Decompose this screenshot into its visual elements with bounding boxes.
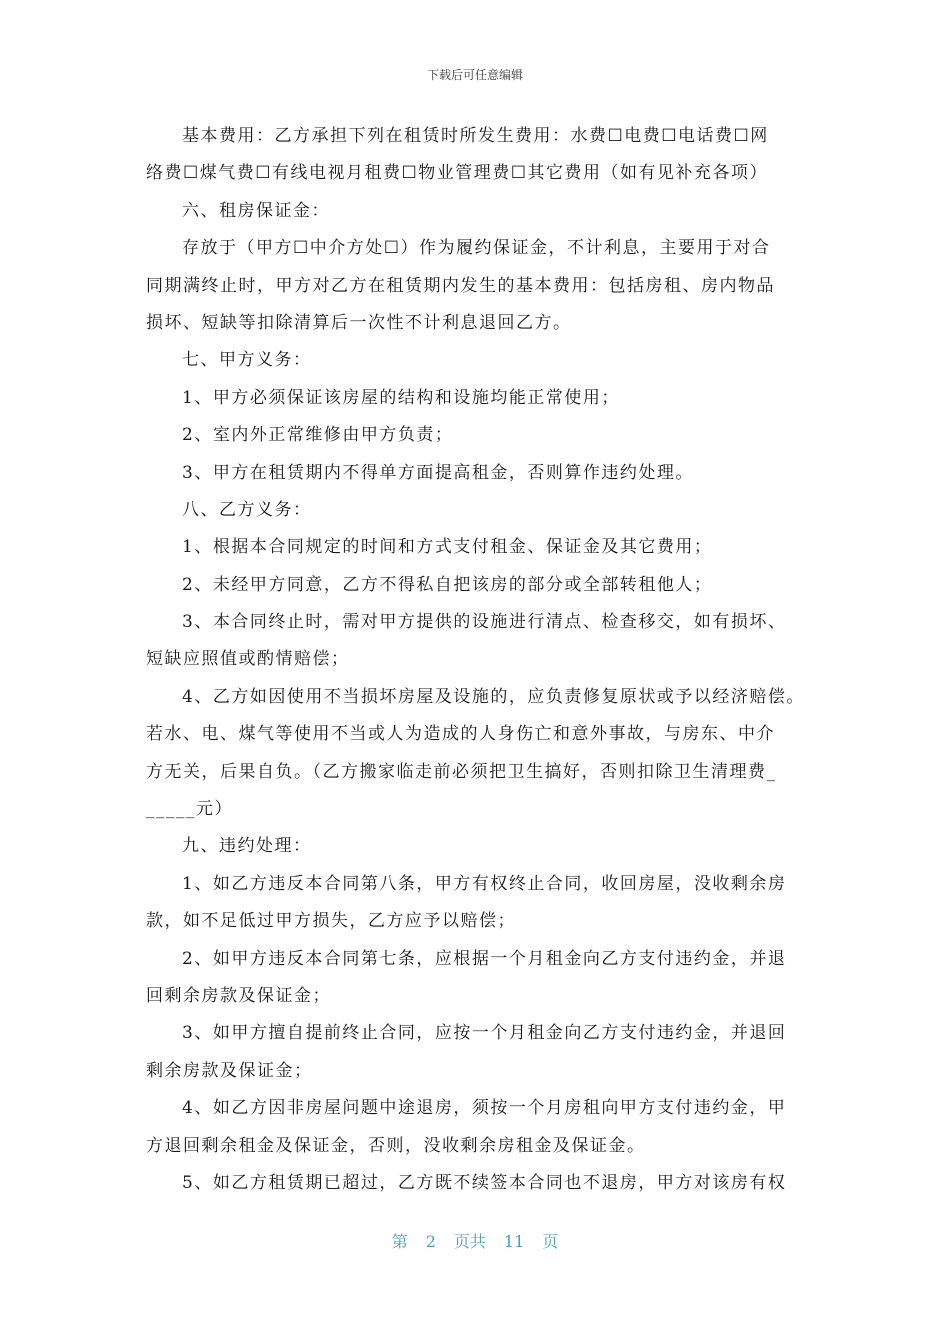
footer-total-pages: 11 <box>503 1232 525 1251</box>
text-line: 3、甲方在租赁期内不得单方面提高租金，否则算作违约处理。 <box>182 462 694 483</box>
document-body <box>146 118 822 1202</box>
text-line: 5、如乙方租赁期已超过，乙方既不续签本合同也不退房，甲方对该房有权 <box>182 1172 787 1193</box>
text-line: 回剩余房款及保证金； <box>146 985 331 1006</box>
footer-middle: 页共 <box>453 1232 486 1251</box>
text-line: 若水、电、煤气等使用不当或人为造成的人身伤亡和意外事故，与房东、中介 <box>146 724 775 745</box>
text-line: 损坏、短缺等扣除清算后一次性不计利息退回乙方。 <box>146 312 572 333</box>
text-line: 1、根据本合同规定的时间和方式支付租金、保证金及其它费用； <box>182 537 713 558</box>
text-line: _____元） <box>146 799 233 820</box>
text-line: 九、违约处理： <box>182 836 312 857</box>
text-line: 3、本合同终止时，需对甲方提供的设施进行清点、检查移交，如有损坏、 <box>182 612 787 633</box>
text-line: 1、如乙方违反本合同第八条，甲方有权终止合同，收回房屋，没收剩余房 <box>182 873 787 894</box>
text-line: 剩余房款及保证金； <box>146 1060 313 1081</box>
page-footer <box>0 1229 950 1252</box>
page-header: 下载后可任意编辑 <box>426 68 523 82</box>
text-line: 4、如乙方因非房屋问题中途退房，须按一个月房租向甲方支付违约金，甲 <box>182 1098 787 1119</box>
footer-suffix: 页 <box>542 1232 559 1251</box>
text-line: 六、租房保证金： <box>182 200 330 221</box>
text-line: 存放于（甲方☐中介方处☐）作为履约保证金，不计利息，主要用于对合 <box>182 238 771 259</box>
text-line: 八、乙方义务： <box>182 499 312 520</box>
footer-page-number: 2 <box>425 1232 436 1251</box>
text-line: 络费☐煤气费☐有线电视月租费☐物业管理费☐其它费用（如有见补充各项） <box>146 163 768 184</box>
text-line: 短缺应照值或酌情赔偿； <box>146 649 350 670</box>
text-line: 基本费用：乙方承担下列在租赁时所发生费用：水费☐电费☐电话费☐网 <box>182 126 769 146</box>
text-line: 2、室内外正常维修由甲方负责； <box>182 425 454 446</box>
text-line: 1、甲方必须保证该房屋的结构和设施均能正常使用； <box>182 387 620 408</box>
text-line: 同期满终止时，甲方对乙方在租赁期内发生的基本费用：包括房租、房内物品 <box>146 275 775 296</box>
text-line: 七、甲方义务： <box>182 350 312 371</box>
text-line: 方无关，后果自负。（乙方搬家临走前必须把卫生搞好，否则扣除卫生清理费_ <box>146 761 777 782</box>
text-line: 款，如不足低过甲方损失，乙方应予以赔偿； <box>146 911 516 932</box>
text-line: 2、如甲方违反本合同第七条，应根据一个月租金向乙方支付违约金，并退 <box>182 948 787 969</box>
text-line: 4、乙方如因使用不当损坏房屋及设施的，应负责修复原状或予以经济赔偿。 <box>182 686 805 707</box>
footer-prefix: 第 <box>391 1232 408 1251</box>
text-line: 2、未经甲方同意，乙方不得私自把该房的部分或全部转租他人； <box>182 574 713 595</box>
text-line: 3、如甲方擅自提前终止合同，应按一个月租金向乙方支付违约金，并退回 <box>182 1023 787 1044</box>
text-line: 方退回剩余租金及保证金，否则，没收剩余房租金及保证金。 <box>146 1135 646 1156</box>
